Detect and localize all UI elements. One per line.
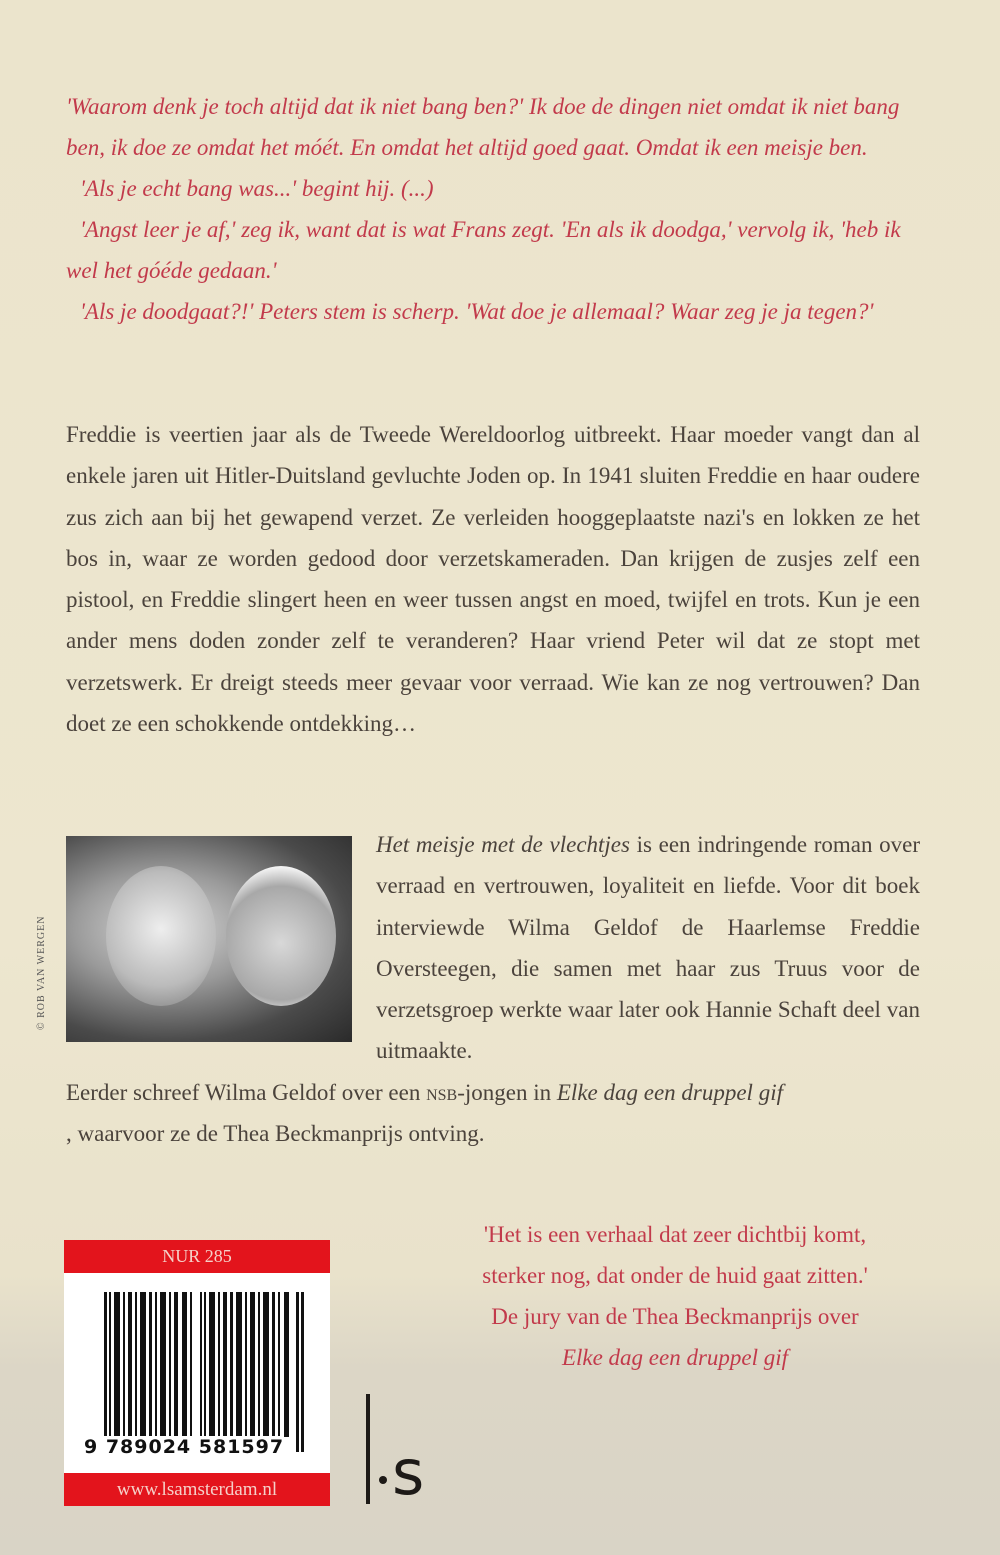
- isbn-number: [84, 1436, 324, 1458]
- logo-s: s: [392, 1436, 425, 1509]
- review-source: De jury van de Thea Beckmanprijs over: [491, 1304, 859, 1329]
- freddie-face: [226, 866, 336, 1006]
- review-book-title: Elke dag een druppel gif: [561, 1345, 789, 1370]
- quote-paragraph: 'Waarom denk je toch altijd dat ik niet bang ben?' Ik doe de dingen niet omdat ik niet bang ben, ik doe ze omdat het móét. En omdat het altijd goed gaat. Omdat ik een meisje ben.: [66, 94, 900, 160]
- isbn-text: 9 789024 581597: [84, 1436, 285, 1458]
- logo-bar: [366, 1394, 370, 1504]
- nsb-abbrev: nsb: [426, 1080, 458, 1105]
- review-line: 'Het is een verhaal dat zeer dichtbij komt,: [483, 1222, 867, 1247]
- bio-text: -jongen in: [457, 1080, 557, 1105]
- author-bio-continued: [66, 1072, 926, 1155]
- previous-book-title: Elke dag een druppel gif: [556, 1080, 783, 1105]
- excerpt-quote: [66, 86, 922, 332]
- review-quote: [440, 1214, 910, 1378]
- barcode-icon: [104, 1292, 304, 1452]
- quote-paragraph: 'Angst leer je af,' zeg ik, want dat is wat Frans zegt. 'En als ik doodga,' vervolg ik, 'heb ik wel het góéde gedaan.': [66, 217, 901, 283]
- blurb: [66, 414, 920, 744]
- author-bio: [376, 824, 920, 1072]
- bio-text: , waarvoor ze de Thea Beckmanprijs ontving.: [66, 1121, 485, 1147]
- bio-text: Eerder schreef Wilma Geldof over een: [66, 1080, 427, 1105]
- quote-paragraph: 'Als je echt bang was...' begint hij. (...): [80, 176, 434, 201]
- bio-text: is een indringende roman over verraad en vertrouwen, loyaliteit en liefde. Voor dit boek interviewde Wilma Geldof de Haarlemse Freddie Oversteegen, die samen met haar zus Truus voor de verzetsgroep werkte waar later ook Hannie Schaft deel van uitmaakte.: [376, 832, 920, 1064]
- publisher-url: www.lsamsterdam.nl: [64, 1473, 330, 1506]
- quote-paragraph: 'Als je doodgaat?!' Peters stem is scherp. 'Wat doe je allemaal? Waar zeg je ja tegen?': [80, 299, 874, 324]
- photo-credit: © ROB VAN WERGEN: [36, 915, 47, 1030]
- author-face: [106, 866, 216, 1006]
- blurb-text: Freddie is veertien jaar als de Tweede Wereldoorlog uitbreekt. Haar moeder vangt dan al enkele jaren uit Hitler-Duitsland gevluchte Joden op. In 1941 sluiten Freddie en haar oudere zus zich aan bij het gewapend verzet. Ze verleiden hooggeplaatste nazi's en lokken ze het bos in, waar ze worden gedood door verzetskameraden. Dan krijgen de zusjes zelf een pistool, en Freddie slingert heen en weer tussen angst en moed, twijfel en trots. Kun je een ander mens doden zonder zelf te veranderen? Haar vriend Peter wil dat ze stopt met verzetswerk. Er dreigt steeds meer gevaar voor verraad. Wie kan ze nog vertrouwen? Dan doet ze een schokkende ontdekking…: [66, 422, 920, 737]
- book-title: Het meisje met de vlechtjes: [376, 832, 630, 857]
- nur-code: NUR 285: [64, 1240, 330, 1273]
- review-line: sterker nog, dat onder de huid gaat zitten.': [482, 1263, 868, 1288]
- publisher-logo: [362, 1394, 452, 1509]
- barcode-label: [64, 1240, 330, 1506]
- author-photo: [66, 836, 352, 1042]
- logo-dot: [379, 1476, 387, 1484]
